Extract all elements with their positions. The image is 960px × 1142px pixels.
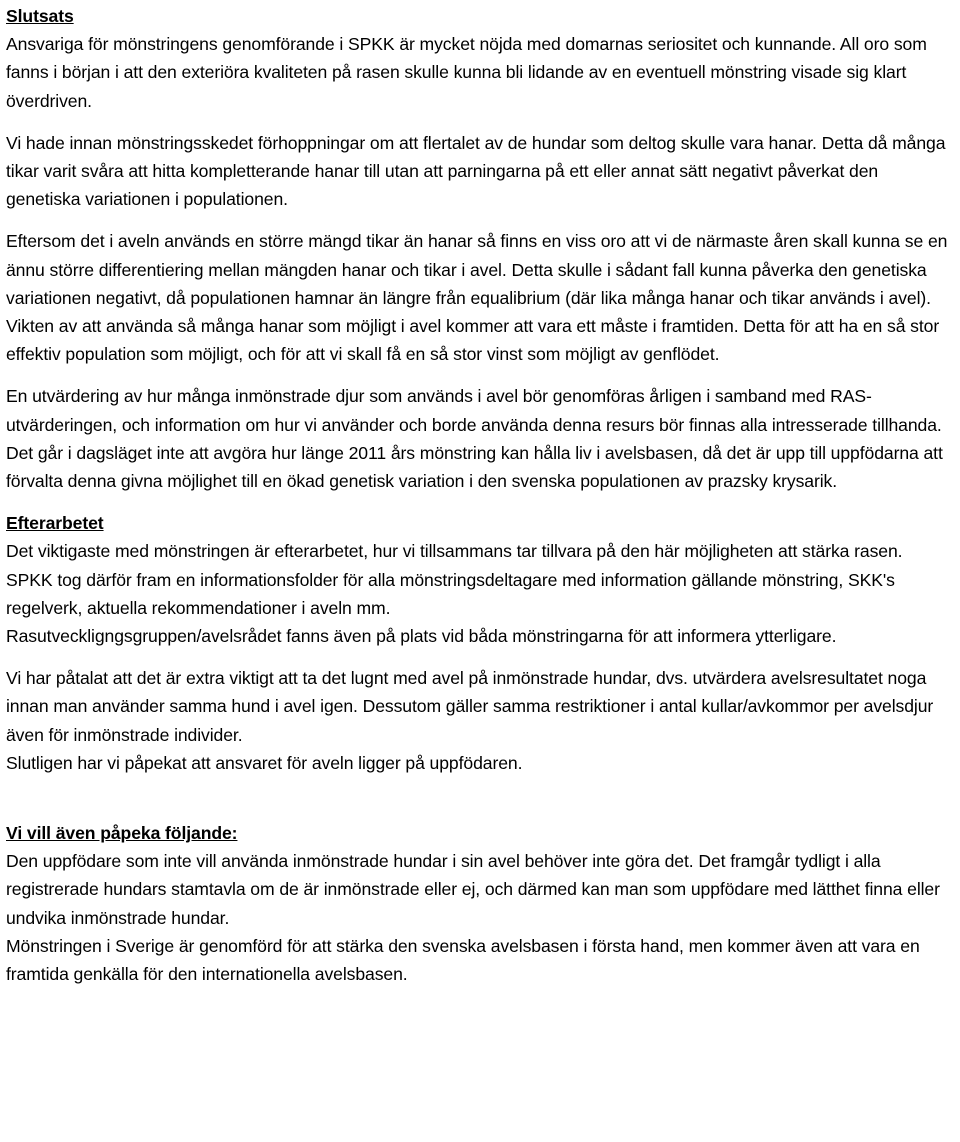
paragraph: Mönstringen i Sverige är genomförd för att stärka den svenska avelsbasen i första hand, men kommer även att vara en framtida genkälla för den internationella avelsbasen. <box>6 935 920 985</box>
section-slutsats <box>6 2 954 495</box>
paragraph: Den uppfödare som inte vill använda inmönstrade hundar i sin avel behöver inte göra det. Det framgår tydligt i alla registrerade hundars stamtavla om de är inmönstrade eller ej, och därmed kan man som uppfödare med lätthet finna eller undvika inmönstrade hundar. <box>6 851 940 928</box>
paragraph: SPKK tog därför fram en informationsfolder för alla mönstringsdeltagare med information gällande mönstring, SKK's regelverk, aktuella rekommendationer i aveln mm. <box>6 569 895 618</box>
paragraph: Det viktigaste med mönstringen är efterarbetet, hur vi tillsammans tar tillvara på den här möjligheten att stärka rasen. <box>6 541 903 562</box>
section-heading-slutsats: Slutsats <box>6 6 74 26</box>
paragraph: Vi har påtalat att det är extra viktigt att ta det lugnt med avel på inmönstrade hundar, dvs. utvärdera avelsresultatet noga innan man använder samma hund i avel igen. Dessutom gäller samma restriktioner i antal kullar/avkommor per avelsdjur även för inmönstrade individer. <box>6 668 934 745</box>
paragraph: Rasutveckligngsgruppen/avelsrådet fanns även på plats vid båda mönstringarna för att informera ytterligare. <box>6 626 837 647</box>
section-efterarbetet <box>6 509 954 777</box>
paragraph: Eftersom det i aveln används en större mängd tikar än hanar så finns en viss oro att vi de närmaste åren skall kunna se en ännu större differentiering mellan mängden hanar och tikar i avel. Detta skulle i sådant fall kunna påverka den genetiska variationen negativt, då populationen hamnar än längre från equalibrium (där lika många hanar och tikar används i avel). Vikten av att använda så många hanar som möjligt i avel kommer att vara ett måste i framtiden. Detta för att ha en så stor effektiv population som möjligt, och för att vi skall få en så stor vinst som möjligt av genflödet. <box>6 231 948 365</box>
section-vi-vill-aven-papeka <box>6 819 954 988</box>
section-heading-vi-vill-aven-papeka: Vi vill även påpeka följande: <box>6 823 238 844</box>
paragraph: En utvärdering av hur många inmönstrade djur som används i avel bör genomföras årligen i samband med RAS-utvärderingen, och information om hur vi använder och borde använda denna resurs bör finnas alla intresserade tillhanda. Det går i dagsläget inte att avgöra hur länge 2011 års mönstring kan hålla liv i avelsbasen, då det är upp till uppfödarna att förvalta denna givna möjlighet till en ökad genetisk variation i den svenska populationen av prazsky krysarik. <box>6 386 943 492</box>
paragraph: Slutligen har vi påpekat att ansvaret för aveln ligger på uppfödaren. <box>6 752 523 773</box>
section-heading-efterarbetet: Efterarbetet <box>6 513 104 534</box>
paragraph: Vi hade innan mönstringsskedet förhoppningar om att flertalet av de hundar som deltog skulle vara hanar. Detta då många tikar varit svåra att hitta kompletterande hanar till utan att parningarna på ett eller annat sätt negativt påverkat den genetiska variationen i populationen. <box>6 132 946 210</box>
paragraph: Ansvariga för mönstringens genomförande i SPKK är mycket nöjda med domarnas seriositet och kunnande. All oro som fanns i början i att den exteriöra kvaliteten på rasen skulle kunna bli lidande av en eventuell mönstring visade sig klart överdriven. <box>6 34 927 111</box>
